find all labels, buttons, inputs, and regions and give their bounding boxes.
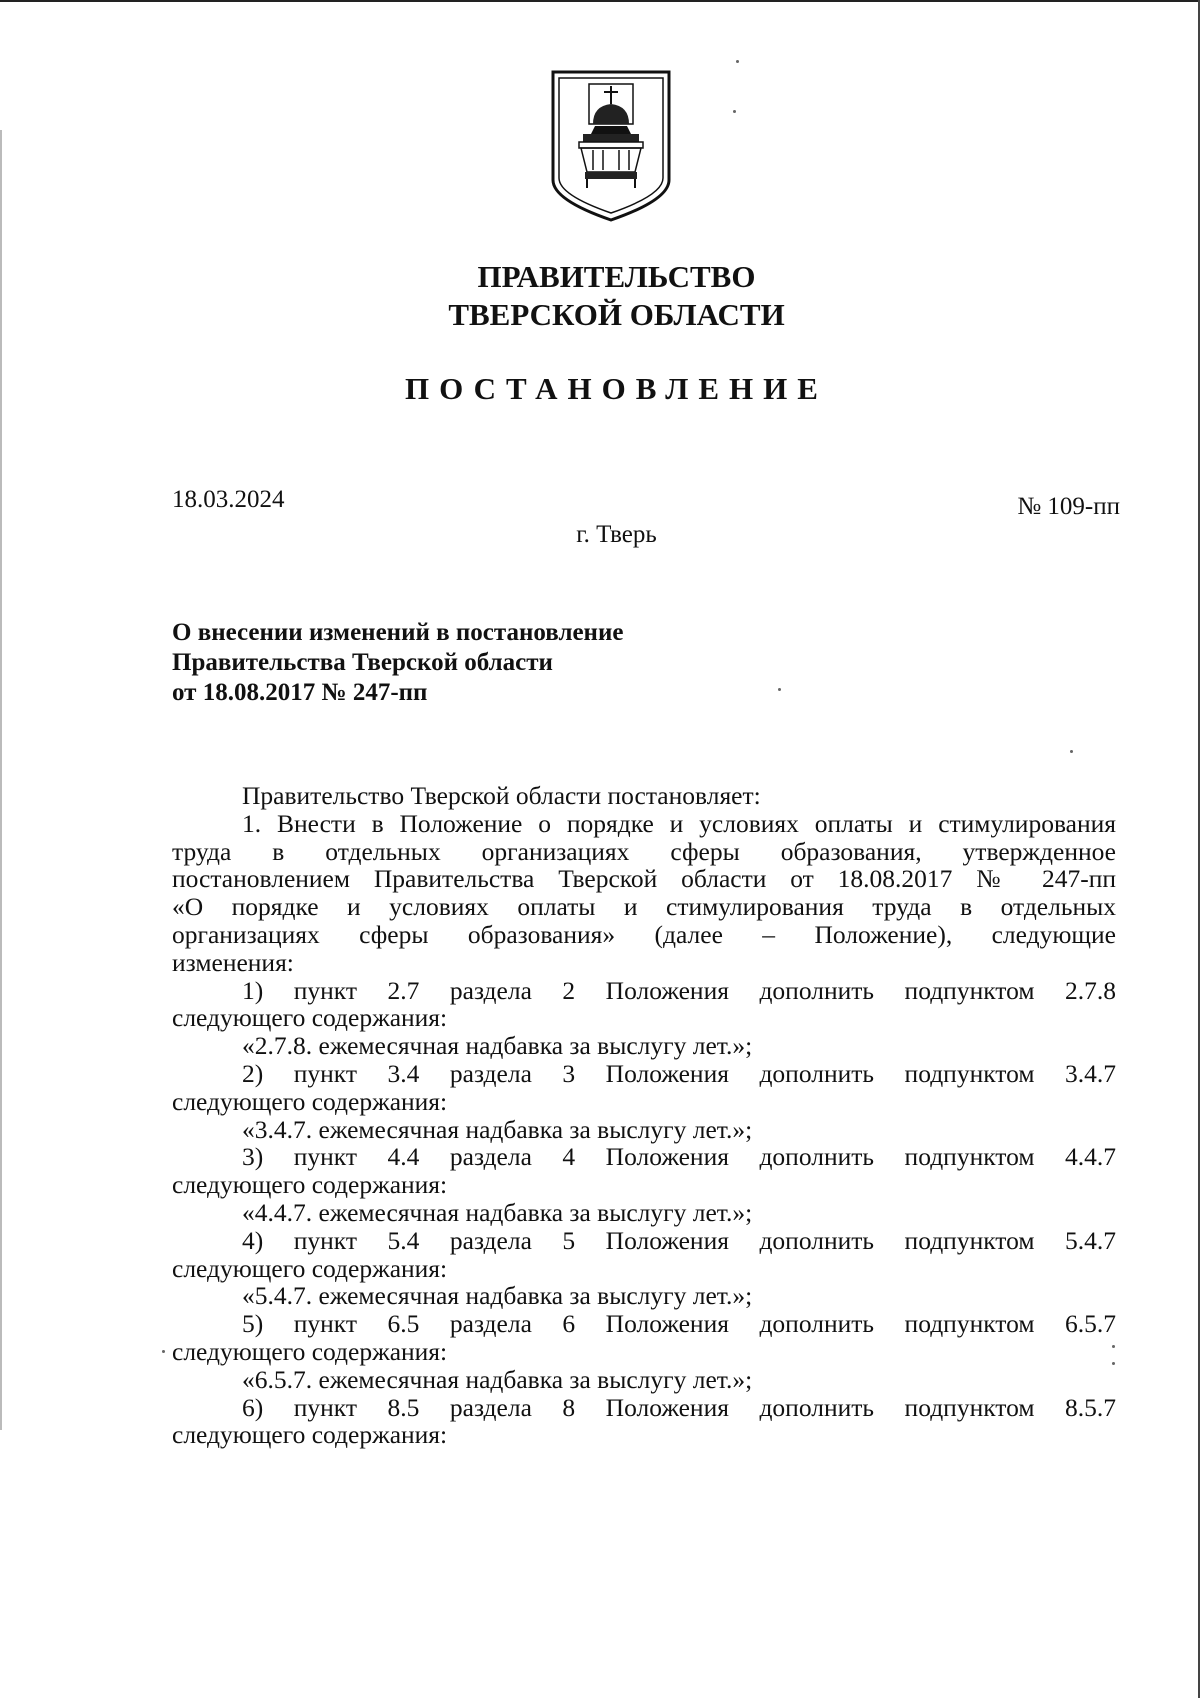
document-subject (172, 618, 772, 708)
paragraph-1-line: «О порядке и условиях оплаты и стимулирования труда в отдельных (172, 892, 1116, 922)
paragraph-1-line: труда в отдельных организациях сферы образования, утвержденное (172, 836, 1116, 866)
scan-speck (736, 60, 739, 63)
scan-speck (162, 1350, 165, 1353)
government-title (300, 258, 933, 334)
paragraph-1-line: изменения: (172, 947, 294, 977)
intro-paragraph: Правительство Тверской области постановляет: (242, 781, 761, 810)
amendment-quote: «6.5.7. ежемесячная надбавка за выслугу лет.»; (242, 1364, 753, 1394)
amendment-item-4 (172, 1227, 1116, 1310)
amendment-item-line: 5) пункт 6.5 раздела 6 Положения дополнить подпунктом 6.5.7 (242, 1309, 1116, 1339)
document-number: № 109-пп (1017, 493, 1120, 520)
amendment-item-line: 2) пункт 3.4 раздела 3 Положения дополнить подпунктом 3.4.7 (242, 1058, 1116, 1088)
amendment-item-3 (172, 1143, 1116, 1226)
amendment-item-line: следующего содержания: (172, 1420, 448, 1450)
amendment-item-line: следующего содержания: (172, 1170, 448, 1200)
paragraph-1 (172, 810, 1116, 977)
paragraph-1-line: постановлением Правительства Тверской области от 18.08.2017 № 247-пп (172, 864, 1116, 894)
subject-line3: от 18.08.2017 № 247-пп (172, 679, 428, 706)
amendment-item-line: следующего содержания: (172, 1003, 448, 1033)
government-title-line2: ТВЕРСКОЙ ОБЛАСТИ (448, 297, 785, 332)
scan-speck (1112, 1345, 1115, 1348)
tver-coat-of-arms-icon (549, 68, 673, 224)
subject-line1: О внесении изменений в постановление (172, 619, 624, 646)
paragraph-1-line: 1. Внести в Положение о порядке и условиях оплаты и стимулирования (242, 808, 1116, 838)
scan-speck (778, 688, 781, 691)
amendment-item-line: следующего содержания: (172, 1336, 448, 1366)
document-date: 18.03.2024 (172, 486, 285, 513)
amendment-item-line: 6) пункт 8.5 раздела 8 Положения дополнить подпунктом 8.5.7 (242, 1392, 1116, 1422)
amendment-item-line: 1) пункт 2.7 раздела 2 Положения дополнить подпунктом 2.7.8 (242, 975, 1116, 1005)
document-type: ПОСТАНОВЛЕНИЕ (405, 371, 828, 406)
scan-speck (1070, 750, 1073, 753)
document-city: г. Тверь (576, 521, 657, 548)
amendment-quote: «3.4.7. ежемесячная надбавка за выслугу лет.»; (242, 1114, 753, 1144)
amendment-item-line: следующего содержания: (172, 1253, 448, 1283)
paragraph-1-line: организациях сферы образования» (далее – Положение), следующие (172, 919, 1116, 949)
amendment-quote: «5.4.7. ежемесячная надбавка за выслугу лет.»; (242, 1281, 753, 1311)
scan-speck (1112, 1362, 1115, 1365)
amendment-item-1 (172, 977, 1116, 1060)
amendment-item-5 (172, 1310, 1116, 1393)
amendment-item-2 (172, 1060, 1116, 1143)
amendment-item-6 (172, 1394, 1116, 1450)
scan-edge-left (0, 130, 2, 1430)
amendment-item-line: 4) пункт 5.4 раздела 5 Положения дополнить подпунктом 5.4.7 (242, 1225, 1116, 1255)
document-body (172, 782, 1116, 1449)
amendment-item-line: 3) пункт 4.4 раздела 4 Положения дополнить подпунктом 4.4.7 (242, 1142, 1116, 1172)
amendment-quote: «4.4.7. ежемесячная надбавка за выслугу лет.»; (242, 1197, 753, 1227)
scan-edge-top (0, 0, 1200, 2)
scan-speck (733, 110, 736, 113)
amendment-quote: «2.7.8. ежемесячная надбавка за выслугу лет.»; (242, 1031, 753, 1061)
subject-line2: Правительства Тверской области (172, 649, 553, 676)
government-title-line1: ПРАВИТЕЛЬСТВО (477, 259, 756, 294)
amendment-item-line: следующего содержания: (172, 1086, 448, 1116)
